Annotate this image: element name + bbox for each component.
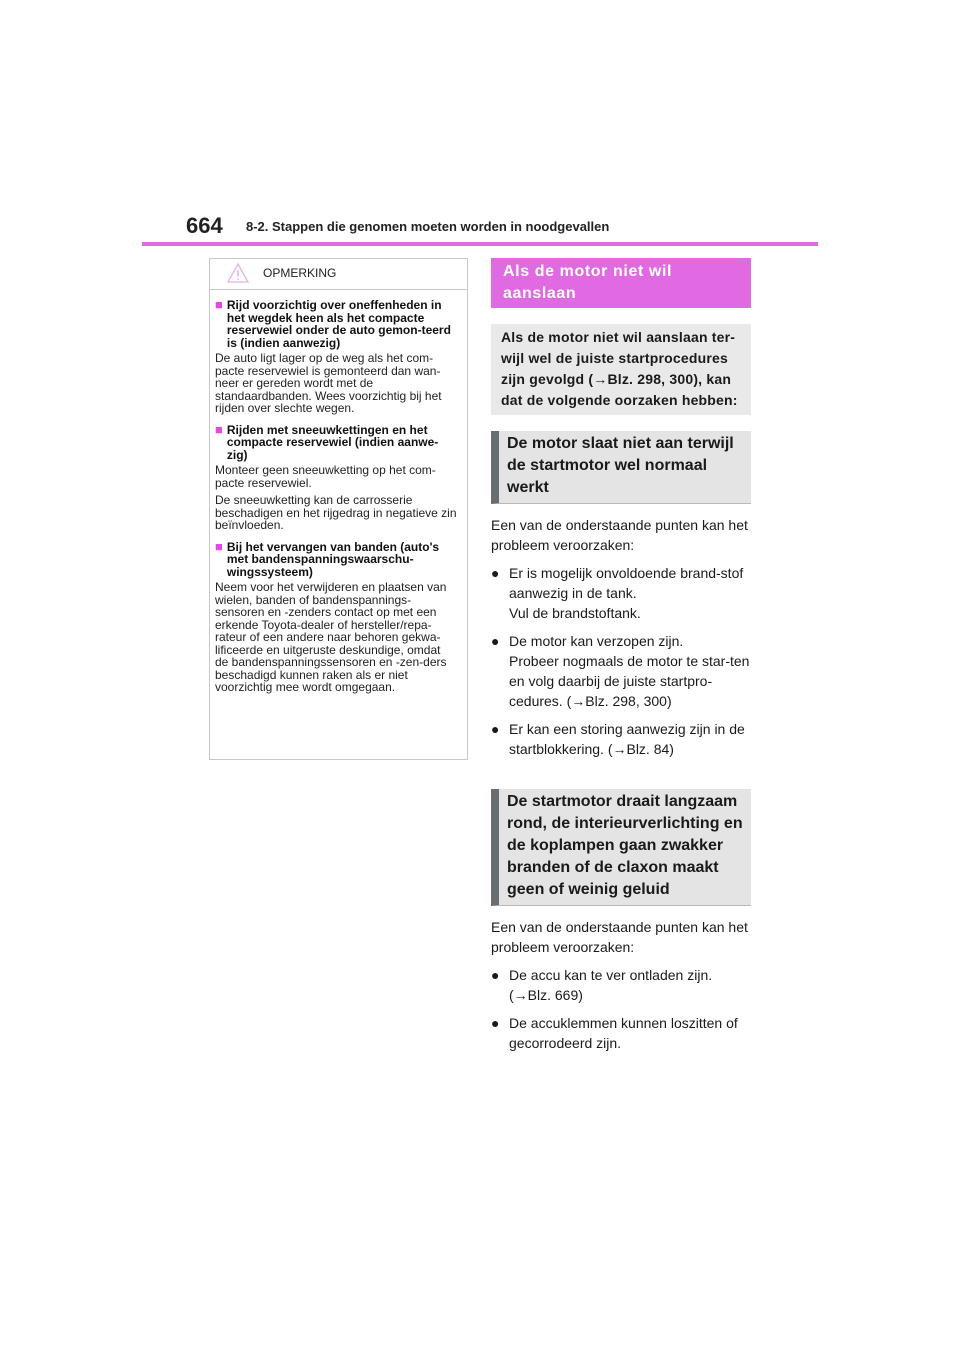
lead-text: Een van de onderstaande punten kan het probleem veroorzaken:	[491, 919, 748, 955]
square-bullet-icon: ■	[215, 421, 223, 437]
notice-item-title: Rijd voorzichtig over oneffenheden in het wegdek heen als het compacte reservewiel onder de auto gemon-teerd is (indien aanwezig)	[226, 298, 451, 350]
list-item-text: Vul de brandstoftank.	[509, 605, 641, 621]
page-number: 664	[186, 213, 223, 238]
list-item	[491, 631, 751, 711]
notice-label: OPMERKING	[263, 266, 337, 280]
list-item	[491, 965, 751, 1005]
header-rule	[142, 242, 818, 246]
list-item-text: Er kan een storing aanwezig zijn in de startblokkering. (→Blz. 84)	[509, 721, 745, 757]
notice-item-text: De sneeuwketting kan de carrosserie beschadigen en het rijgedrag in negatieve zin beïnvloeden.	[215, 493, 457, 532]
intro-box: Als de motor niet wil aanslaan ter-wijl wel de juiste startprocedures zijn gevolgd (→Blz. 298, 300), kan dat de volgende oorzaken hebben:	[491, 324, 751, 415]
list-item-text: De motor kan verzopen zijn.	[509, 633, 684, 649]
list-item	[491, 563, 751, 623]
list-item	[491, 1013, 751, 1053]
notice-header	[215, 259, 467, 289]
list-item-text: Er is mogelijk onvoldoende brand-stof aanwezig in de tank.	[509, 565, 744, 601]
bullet-dot-icon: ●	[491, 1015, 500, 1031]
subsection-heading: De startmotor draait langzaam rond, de interieurverlichting en de koplampen gaan zwakker branden of de claxon maakt geen of weinig geluid	[491, 789, 751, 906]
lead-text: Een van de onderstaande punten kan het probleem veroorzaken:	[491, 517, 748, 553]
main-column	[491, 258, 751, 1053]
notice-item	[215, 538, 467, 694]
notice-item-title: Bij het vervangen van banden (auto's met bandenspanningswaarschu-wingssysteem)	[226, 539, 440, 579]
warning-triangle-icon	[227, 263, 249, 288]
notice-item-title: Rijden met sneeuwkettingen en het compacte reservewiel (indien aanwe-zig)	[226, 422, 439, 462]
bullet-dot-icon: ●	[491, 967, 500, 983]
square-bullet-icon: ■	[215, 297, 223, 312]
notice-box	[209, 258, 468, 760]
notice-item	[215, 299, 467, 415]
subsection-heading: De motor slaat niet aan terwijl de startmotor wel normaal werkt	[491, 431, 751, 504]
list-item-text: Probeer nogmaals de motor te star-ten en volg daarbij de juiste startpro-cedures. (→Blz. 298, 300)	[509, 653, 750, 709]
notice-divider	[210, 289, 467, 290]
list-item-text: De accuklemmen kunnen loszitten of gecorrodeerd zijn.	[509, 1015, 738, 1051]
bullet-dot-icon: ●	[491, 721, 500, 737]
main-title: Als de motor niet wil aanslaan	[491, 258, 751, 308]
notice-item-text: Neem voor het verwijderen en plaatsen van wielen, banden of bandenspannings-sensoren en -zenders contact op met een erkende Toyota-dealer of hersteller/repa-rateur of een andere naar behoren gekwa-lificeerde en uitgeruste deskundige, omdat de bandenspanningssensoren en -zen-ders beschadigd kunnen raken als er niet voorzichtig mee wordt omgegaan.	[215, 580, 447, 694]
bullet-dot-icon: ●	[491, 633, 500, 649]
list-item-text: De accu kan te ver ontladen zijn. (→Blz. 669)	[509, 967, 713, 1003]
square-bullet-icon: ■	[215, 538, 223, 554]
notice-item	[215, 421, 467, 532]
notice-item-text: Monteer geen sneeuwketting op het com-pacte reservewiel.	[215, 463, 436, 490]
list-item	[491, 719, 751, 759]
bullet-dot-icon: ●	[491, 565, 500, 581]
section-title: 8-2. Stappen die genomen moeten worden in noodgevallen	[246, 219, 610, 234]
notice-item-text: De auto ligt lager op de weg als het com-pacte reservewiel is gemonteerd dan wan-neer er gereden wordt met de standaardbanden. Wees voorzichtig bij het rijden over slechte wegen.	[215, 351, 442, 415]
